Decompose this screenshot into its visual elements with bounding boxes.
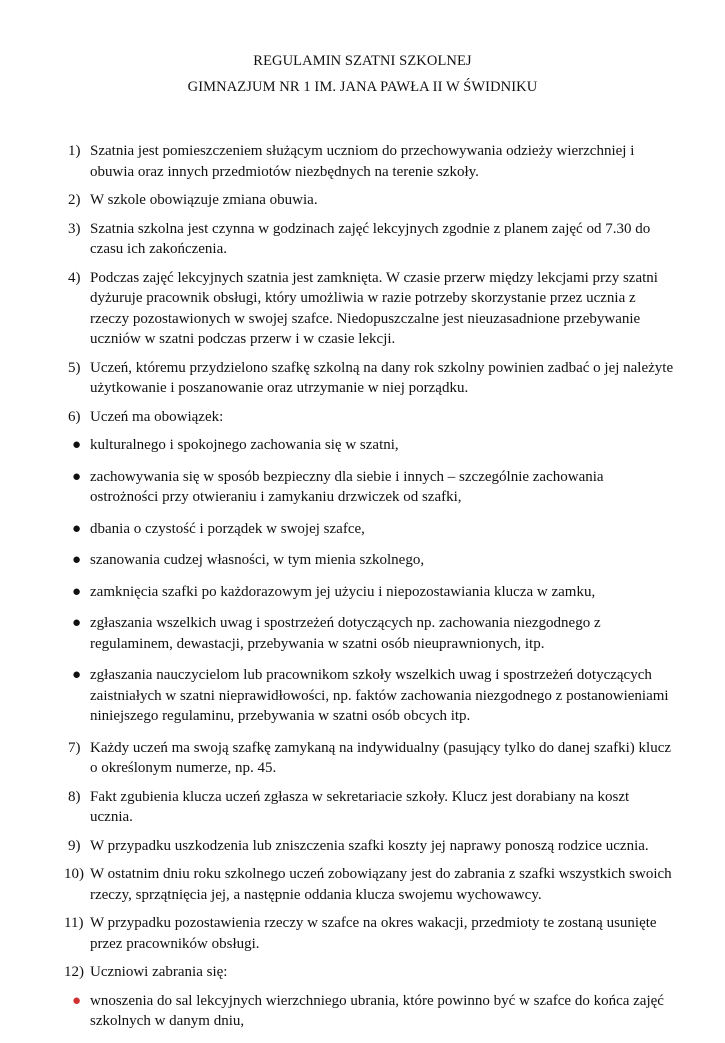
item-text: Uczeń ma obowiązek:	[90, 408, 224, 425]
item-number: 1)	[68, 143, 81, 159]
duty-bullet-item	[64, 519, 674, 540]
regulation-list	[64, 141, 674, 1043]
item-text: Szatnia jest pomieszczeniem służącym uczniom do przechowywania odzieży wierzchniej i obuwia oraz innych przedmiotów niezbędnych na terenie szkoły.	[90, 143, 635, 180]
bullet-icon: ●	[72, 992, 82, 1009]
document-subtitle: GIMNAZJUM NR 1 IM. JANA PAWŁA II W ŚWIDNIKU	[187, 79, 538, 95]
item-number: 5)	[68, 359, 81, 376]
item-number: 3)	[68, 220, 81, 237]
item-number: 11)	[64, 915, 84, 931]
bullet-text: zgłaszania nauczycielom lub pracownikom szkoły wszelkich uwag i spostrzeżeń dotyczących zaistniałych w szatni nieprawidłowości, np. faktów zachowania niezgodnego z postanowieniami niniejszego regulaminu, przebywania w szatni osób obcych itp.	[90, 667, 669, 724]
item-number: 4)	[68, 269, 81, 286]
bullet-text: szanowania cudzej własności, w tym mienia szkolnego,	[90, 552, 425, 568]
bullet-icon: ●	[72, 437, 82, 453]
bullet-text: kulturalnego i spokojnego zachowania się w szatni,	[90, 437, 399, 453]
item-number: 2)	[68, 192, 81, 208]
item-text: Uczeń, któremu przydzielono szafkę szkolną na dany rok szkolny powinien zadbać o jej należyte użytkowanie i poszanowanie oraz utrzymanie w niej porządku.	[90, 359, 674, 396]
bullet-icon: ●	[72, 615, 82, 631]
item-text: Szatnia szkolna jest czynna w godzinach zajęć lekcyjnych zgodnie z planem zajęć od 7.30 do czasu ich zakończenia.	[90, 220, 651, 257]
duty-bullet-item	[64, 613, 674, 654]
duty-bullet-item	[64, 435, 674, 456]
item-number: 6)	[68, 408, 81, 425]
list-item	[64, 738, 674, 779]
bullet-text: dbania o czystość i porządek w swojej szafce,	[90, 520, 365, 537]
item-number: 12)	[64, 964, 84, 980]
list-item	[64, 864, 674, 905]
bullet-icon: ●	[72, 552, 82, 568]
item-text: Uczniowi zabrania się:	[90, 964, 228, 980]
list-item	[64, 913, 674, 954]
item-text: Podczas zajęć lekcyjnych szatnia jest zamknięta. W czasie przerw między lekcjami przy szatni dyżuruje pracownik obsługi, który umożliwia w razie potrzeby skorzystanie przez ucznia z rzeczy pozostawionych w swojej szafce. Niedopuszczalne jest nieuzasadnione przebywanie uczniów w szatni podczas przerw i w czasie lekcji.	[90, 269, 658, 347]
list-item	[64, 962, 674, 983]
bullet-icon: ●	[72, 583, 82, 600]
item-number: 9)	[68, 837, 81, 854]
bullet-icon: ●	[72, 468, 82, 485]
duty-bullet-item	[64, 550, 674, 571]
item-text: W przypadku pozostawienia rzeczy w szafce na okres wakacji, przedmioty te zostaną usunięte przez pracowników obsługi.	[90, 915, 657, 952]
item-number: 8)	[68, 788, 81, 805]
bullet-text: wnoszenia do sal lekcyjnych wierzchniego ubrania, które powinno być w szafce do końca zajęć szkolnych w danym dniu,	[90, 992, 664, 1029]
bullet-icon: ●	[72, 520, 82, 537]
list-item	[64, 358, 674, 399]
item-text: Fakt zgubienia klucza uczeń zgłasza w sekretariacie szkoły. Klucz jest dorabiany na koszt ucznia.	[90, 788, 630, 825]
duty-bullet-item	[64, 665, 674, 727]
bullet-text: zamknięcia szafki po każdorazowym jej użyciu i niepozostawiania klucza w zamku,	[90, 583, 596, 600]
bullet-text: zgłaszania wszelkich uwag i spostrzeżeń dotyczących np. zachowania niezgodnego z regulaminem, dewastacji, przebywania w szatni osób nieuprawnionych, itp.	[90, 615, 601, 652]
document-title: REGULAMIN SZATNI SZKOLNEJ	[253, 53, 472, 69]
list-item	[64, 268, 674, 350]
list-item	[64, 787, 674, 828]
list-item	[64, 190, 674, 211]
item-number: 10)	[64, 866, 84, 882]
bullet-text: zachowywania się w sposób bezpieczny dla siebie i innych – szczególnie zachowania ostrożności przy otwieraniu i zamykaniu drzwiczek od szafki,	[90, 468, 604, 505]
item-text: W ostatnim dniu roku szkolnego uczeń zobowiązany jest do zabrania z szafki wszystkich swoich rzeczy, sprzątnięcia jej, a następnie oddania klucza swojemu wychowawcy.	[90, 866, 672, 903]
list-item	[64, 407, 674, 428]
duty-bullet-item	[64, 582, 674, 603]
item-text: W przypadku uszkodzenia lub zniszczenia szafki koszty jej naprawy ponoszą rodzice ucznia.	[90, 837, 649, 854]
list-item	[64, 836, 674, 857]
item-text: Każdy uczeń ma swoją szafkę zamykaną na indywidualny (pasujący tylko do danej szafki) klucz o określonym numerze, np. 45.	[90, 739, 672, 776]
bullet-icon: ●	[72, 667, 82, 683]
duty-bullet-item	[64, 467, 674, 508]
list-item	[64, 219, 674, 260]
item-number: 7)	[68, 739, 81, 756]
list-item	[64, 141, 674, 182]
prohibition-bullet-item	[64, 991, 674, 1032]
item-text: W szkole obowiązuje zmiana obuwia.	[90, 192, 318, 208]
